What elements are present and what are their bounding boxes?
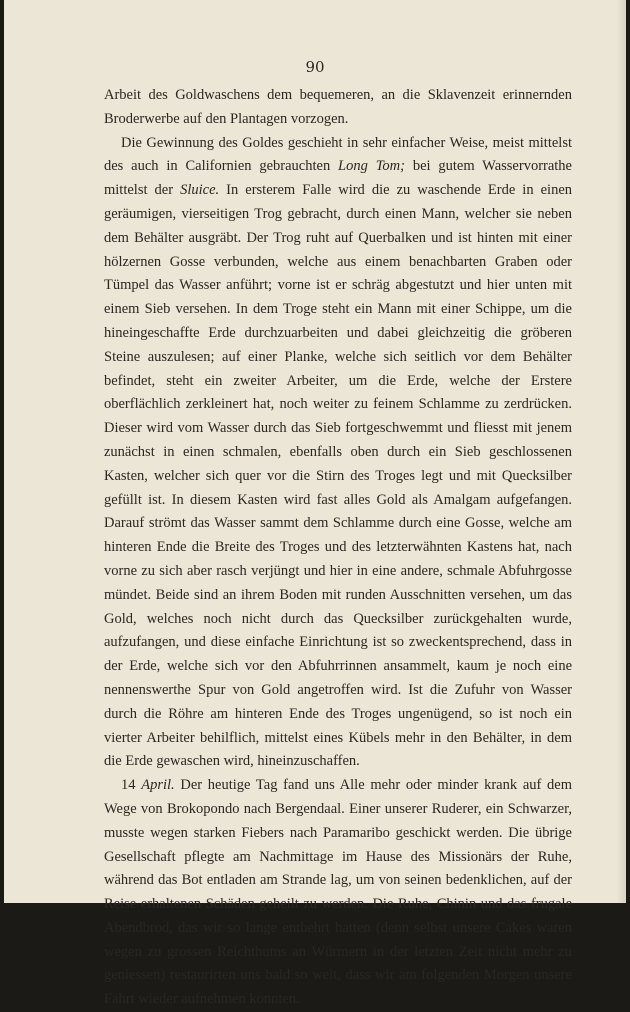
book-page [4, 0, 626, 1008]
page-edge-shadow [616, 0, 626, 903]
term-sluice: Sluice. [180, 182, 220, 199]
term-long-tom: Long Tom; [338, 158, 405, 175]
text-run: bei gutem Wasservorrathe mittelst der [104, 158, 572, 199]
date-month: April. [141, 777, 175, 794]
paragraph-gold-extraction [104, 132, 572, 775]
date-day: 14 [121, 777, 142, 794]
paragraph-diary-april-14 [104, 774, 572, 1012]
text-run: Arbeit des Goldwaschens dem bequemeren, an die Sklavenzeit erinnernden Broderwerbe auf den Plantagen vorzogen. [104, 87, 572, 127]
body-text [104, 84, 572, 1012]
paragraph-continuation [104, 84, 572, 132]
text-run: In ersterem Falle wird die zu waschende Erde in einen geräumigen, vierseitigen Trog gebracht, durch einen Mann, welcher sie neben dem Behälter ausgräbt. Der Trog ruht auf Querbalken und ist hinten mit einer hölzernen Gosse verbunden, welche aus einem benachbarten Graben oder Tümpel das Wasser anführt; vorne ist er schräg abgestutzt und hier unten mit einem Sieb versehen. In dem Troge steht ein Mann mit einer Schippe, um die hineingeschaffte Erde durchzuarbeiten und dabei gleichzeitig die gröberen Steine auszulesen; auf einer Planke, welche sich seitlich vor dem Behälter befindet, steht ein zweiter Arbeiter, um die Erde, welche der Erstere oberflächlich zerkleinert hat, noch weiter zu feinem Schlamme zu zerdrücken. Dieser wird vom Wasser durch das Sieb fortgeschwemmt und fliesst mit jenem zunächst in einen schmalen, ebenfalls oben durch ein Sieb geschlossenen Kasten, welcher sich quer vor die Stirn des Troges legt und mit Quecksilber gefüllt ist. In diesem Kasten wird fast alles Gold als Amalgam aufgefangen. Darauf strömt das Wasser sammt dem Schlamme durch eine Gosse, welche am hinteren Ende die Breite des Troges und des letzterwähnten Kastens hat, nach vorne zu sich aber rasch verjüngt und hier in eine andere, schmale Abfuhrgosse mündet. Beide sind an ihrem Boden mit runden Ausschnitten versehen, um das Gold, welches noch nicht durch das Quecksilber zurückgehalten wurde, aufzufangen, und diese einfache Einrichtung ist so zweckentsprechend, dass in der Erde, welche sich vor den Abfuhrrinnen ansammelt, kaum je noch eine nennenswerthe Spur von Gold angetroffen wird. Ist die Zufuhr von Wasser durch die Röhre am hinteren Ende des Troges ungenügend, so ist noch ein vierter Arbeiter behilflich, mittelst eines Kübels mehr in den Behälter, in dem die Erde gewaschen wird, hineinzuschaffen. [104, 182, 573, 770]
text-run: Die Gewinnung des Goldes geschieht in sehr einfacher Weise, meist mittelst des auch in Californien gebrauchten [104, 134, 572, 175]
text-run: Der heutige Tag fand uns Alle mehr oder minder krank auf dem Wege von Brokopondo nach Bergendaal. Einer unserer Ruderer, ein Schwarzer, musste wegen starken Fiebers nach Paramaribo geschickt werden. Die übrige Gesellschaft pflegte am Nachmittage im Hause des Missionärs der Ruhe, während das Bot entladen am Strande lag, um von seinen bedenklichen, auf der Reise erhaltenen Schäden geheilt zu werden. Die Ruhe, Chinin und das frugale Abendbrod, das wir so lange entbehrt hatten (denn selbst unsere Cakes waren wegen zu grossen Reichthums an Würmern in der letzten Zeit nicht mehr zu geniessen) restaurirten uns bald so weit, dass wir am folgenden Morgen unsere Fahrt wieder aufnehmen konnten. [104, 777, 572, 1008]
page-number: 90 [305, 58, 325, 76]
